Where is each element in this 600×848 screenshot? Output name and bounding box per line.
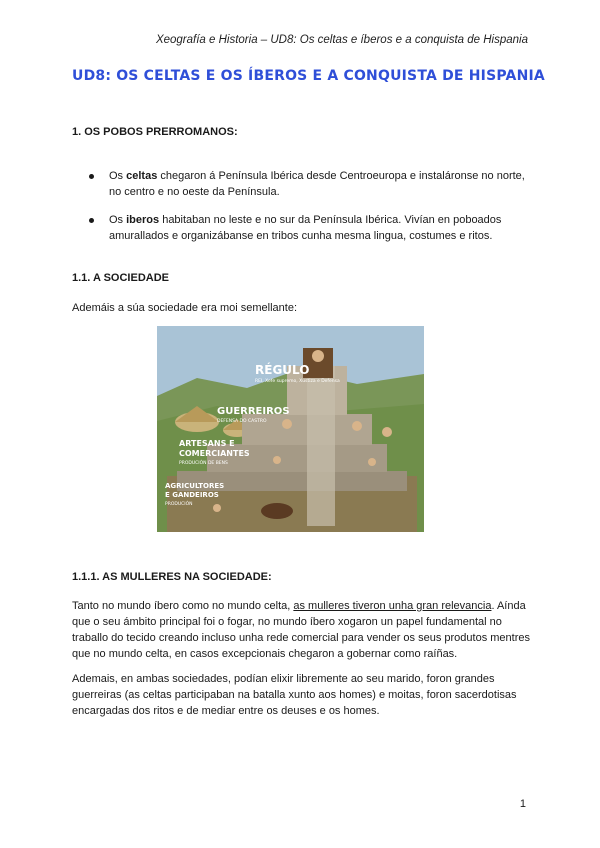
- page-title: UD8: OS CELTAS E OS ÍBEROS E A CONQUISTA DE HISPANIA: [72, 68, 545, 84]
- paragraph-mulleres-1: [72, 598, 530, 662]
- bullet-bold: iberos: [126, 214, 160, 226]
- artisan-figure-icon: [273, 456, 281, 464]
- label-comerciantes: COMERCIANTES: [179, 449, 250, 458]
- label-artesans-sub: PRODUCIÓN DE BENS: [179, 461, 228, 466]
- staircase: [307, 366, 335, 526]
- warrior-figure-icon: [352, 421, 362, 431]
- intro-text: Ademáis a súa sociedade era moi semellante:: [72, 302, 298, 314]
- bullet-text: habitaban no leste e no sur da Península Ibérica. Vivían en poboados amurallados e organizábanse en tribos cunha mesma lingua, costumes e ritos.: [109, 214, 502, 242]
- section-heading-pobos: 1. OS POBOS PRERROMANOS:: [72, 126, 238, 138]
- king-figure-icon: [312, 350, 324, 362]
- label-regulo-sub: REI, Xefe supremo, Xustiza e Defensa: [255, 379, 340, 384]
- label-artesans: ARTESANS E: [179, 439, 235, 448]
- paragraph-mulleres-2: Ademais, en ambas sociedades, podían elixir libremente ao seu marido, foron grandes guerreiras (as celtas participaban na batalla xunto aos homes) e moitas, foron sacerdotisas encargadas dos ritos e de mediar entre os deuses e os homes.: [72, 673, 517, 717]
- bullet-icon: [89, 174, 94, 179]
- label-guerreiros: GUERREIROS: [217, 406, 290, 417]
- label-guerreiros-sub: DEFENSA DO CASTRO: [217, 419, 267, 424]
- society-pyramid-illustration: [157, 326, 424, 532]
- paragraph-text: Tanto no mundo íbero como no mundo celta,: [72, 600, 294, 612]
- list-item: [72, 212, 530, 244]
- label-regulo: RÉGULO: [255, 363, 310, 377]
- warrior-figure-icon: [382, 427, 392, 437]
- artisan-figure-icon: [368, 458, 376, 466]
- bullet-bold: celtas: [126, 170, 158, 182]
- label-gandeiros: E GANDEIROS: [165, 491, 219, 499]
- list-item: [72, 168, 530, 200]
- page-number: 1: [519, 798, 526, 810]
- underlined-phrase: as mulleres tiveron unha gran relevancia: [293, 600, 492, 612]
- bullet-list: [72, 168, 530, 256]
- section-heading-mulleres: 1.1.1. AS MULLERES NA SOCIEDADE:: [72, 571, 272, 583]
- running-header: Xeografía e Historia – UD8: Os celtas e íberos e a conquista de Hispania: [155, 34, 528, 46]
- ox-icon: [261, 503, 293, 519]
- paragraph-text: . Aínda que o seu ámbito principal foi o fogar, no mundo íbero xogaron un papel fundamental no traballo do tecido creando incluso unha rede comercial para vender os seus produtos mentres que no mundo celta, en casos excepcionais chegaron a gobernar como raíñas.: [72, 600, 530, 660]
- warrior-figure-icon: [282, 419, 292, 429]
- farmer-figure-icon: [213, 504, 221, 512]
- bullet-text: Os: [109, 170, 127, 182]
- bullet-icon: [89, 218, 94, 223]
- bullet-text: Os: [109, 214, 127, 226]
- label-agricultores: AGRICULTORES: [165, 482, 225, 490]
- bullet-text: chegaron á Península Ibérica desde Centroeuropa e instaláronse no norte, no centro e no oeste da Península.: [109, 170, 525, 198]
- label-agric-sub: PRODUCIÓN: [165, 502, 193, 507]
- section-heading-sociedade: 1.1. A SOCIEDADE: [72, 272, 169, 284]
